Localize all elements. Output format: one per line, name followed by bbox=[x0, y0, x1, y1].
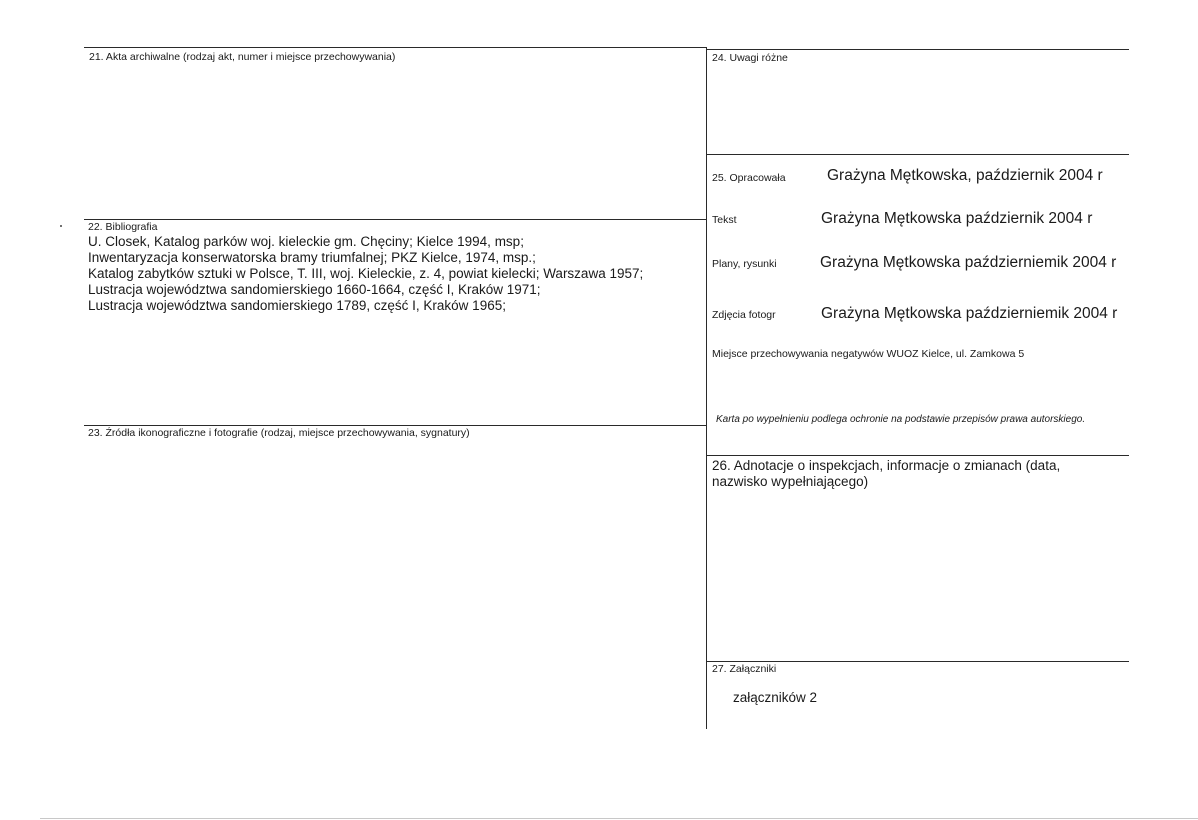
bibliography-entry: Inwentaryzacja konserwatorska bramy triumfalnej; PKZ Kielce, 1974, msp.; bbox=[88, 250, 536, 265]
bibliography-entry: Lustracja województwa sandomierskiego 1660-1664, część I, Kraków 1971; bbox=[88, 282, 541, 297]
sec21-top-rule bbox=[84, 47, 706, 48]
sec25-label: 25. Opracowała bbox=[712, 172, 786, 184]
sec25-top-rule bbox=[706, 154, 1129, 155]
sec26-label-line2: nazwisko wypełniającego) bbox=[712, 474, 869, 489]
plany-label: Plany, rysunki bbox=[712, 258, 777, 270]
bibliography-entry: Lustracja województwa sandomierskiego 1789, część I, Kraków 1965; bbox=[88, 298, 506, 313]
zdjecia-value: Grażyna Mętkowska październiemik 2004 r bbox=[821, 305, 1118, 322]
sec24-label: 24. Uwagi różne bbox=[712, 52, 788, 64]
sec26-label-line1: 26. Adnotacje o inspekcjach, informacje o zmianach (data, bbox=[712, 458, 1061, 473]
negatives-location: Miejsce przechowywania negatywów WUOZ Kielce, ul. Zamkowa 5 bbox=[712, 348, 1025, 360]
sec27-label: 27. Załączniki bbox=[712, 663, 777, 675]
bibliography-entry: Katalog zabytków sztuki w Polsce, T. III, woj. Kieleckie, z. 4, powiat kielecki; Warszawa 1957; bbox=[88, 266, 644, 281]
page-bottom-edge bbox=[40, 818, 1198, 819]
attachments-count: załączników 2 bbox=[733, 690, 818, 705]
scan-speck bbox=[60, 225, 62, 227]
zdjecia-label: Zdjęcia fotogr bbox=[712, 309, 776, 321]
sec22-top-rule bbox=[84, 219, 706, 220]
bibliography-list bbox=[88, 234, 643, 314]
sec26-top-rule bbox=[706, 455, 1129, 456]
author-signature: Grażyna Mętkowska, październik 2004 r bbox=[827, 167, 1103, 184]
sec23-top-rule bbox=[84, 425, 706, 426]
plany-value: Grażyna Mętkowska październiemik 2004 r bbox=[820, 254, 1117, 271]
tekst-value: Grażyna Mętkowska październik 2004 r bbox=[821, 210, 1093, 227]
sec21-label: 21. Akta archiwalne (rodzaj akt, numer i miejsce przechowywania) bbox=[89, 51, 396, 63]
bibliography-entry: U. Closek, Katalog parków woj. kieleckie gm. Chęciny; Kielce 1994, msp; bbox=[88, 234, 524, 249]
sec27-top-rule bbox=[706, 661, 1129, 662]
column-divider bbox=[706, 47, 707, 729]
copyright-note: Karta po wypełnieniu podlega ochronie na podstawie przepisów prawa autorskiego. bbox=[716, 414, 1086, 425]
sec22-label: 22. Bibliografia bbox=[88, 221, 158, 233]
sec24-top-rule bbox=[706, 49, 1129, 50]
tekst-label: Tekst bbox=[712, 214, 737, 226]
sec23-label: 23. Źródła ikonograficzne i fotografie (rodzaj, miejsce przechowywania, sygnatury) bbox=[88, 427, 470, 439]
